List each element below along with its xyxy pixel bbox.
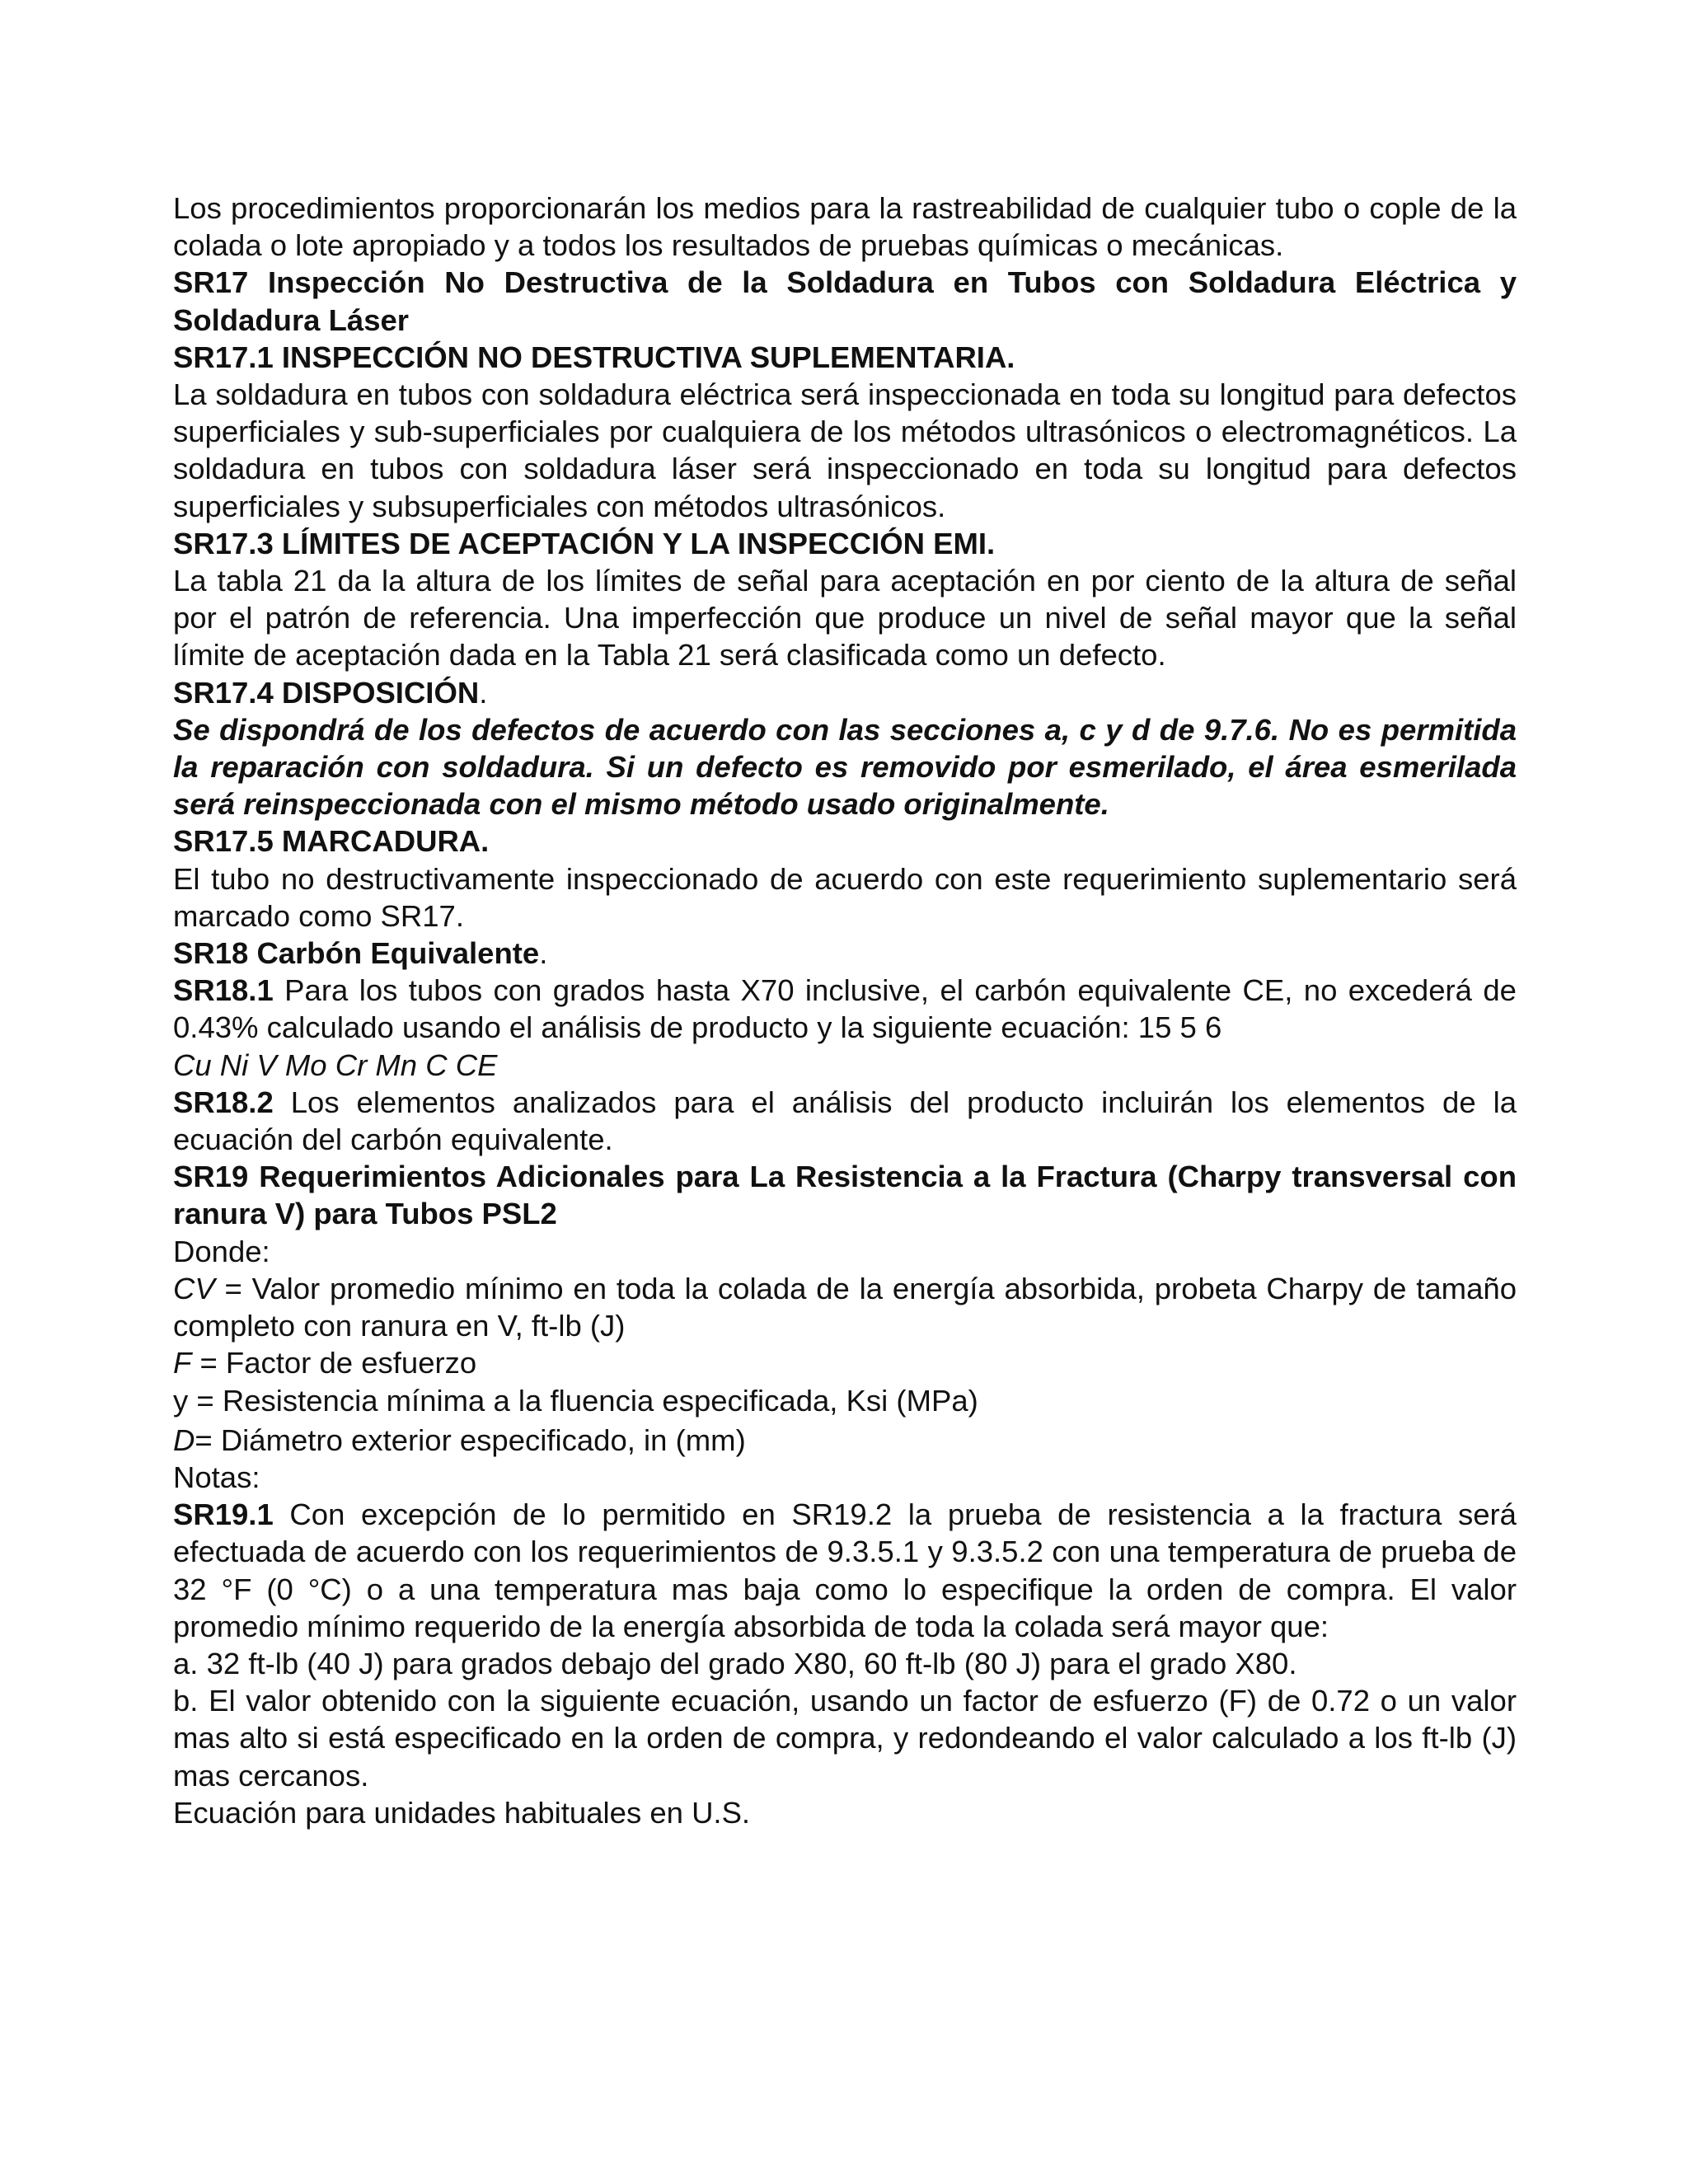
sy-text: y = Resistencia mínima a la fluencia especificada, Ksi (MPa) <box>173 1383 978 1418</box>
f-symbol: F <box>173 1346 192 1380</box>
cv-symbol: CV <box>173 1271 215 1305</box>
sr19-cv-definition <box>173 1270 1517 1344</box>
sr18-2-text: Los elementos analizados para el análisis del producto incluirán los elementos de la ecuación del carbón equivalente. <box>173 1085 1517 1157</box>
sr17-3-heading: SR17.3 LÍMITES DE ACEPTACIÓN Y LA INSPECCIÓN EMI. <box>173 526 996 560</box>
sr18-1-paragraph <box>173 972 1517 1046</box>
sr19-donde: Donde: <box>173 1234 270 1268</box>
sr19-d-definition <box>173 1422 1517 1459</box>
sr19-1-label: SR19.1 <box>173 1497 274 1532</box>
sr18-1-label: SR18.1 <box>173 973 274 1008</box>
sr19-f-definition <box>173 1344 1517 1381</box>
d-symbol: D <box>173 1422 195 1457</box>
sr17-1-heading: SR17.1 INSPECCIÓN NO DESTRUCTIVA SUPLEMENTARIA. <box>173 340 1015 374</box>
intro-paragraph: Los procedimientos proporcionarán los medios para la rastreabilidad de cualquier tubo o cople de la colada o lote apropiado y a todos los resultados de pruebas químicas o mecánicas. <box>173 191 1517 263</box>
f-text: = Factor de esfuerzo <box>191 1346 477 1380</box>
sr17-4-heading-line <box>173 674 1517 711</box>
sr18-1-text: Para los tubos con grados hasta X70 inclusive, el carbón equivalente CE, no excederá de 0.43% calculado usando el análisis de producto y la siguiente ecuación: 15 5 6 <box>173 973 1517 1045</box>
sr17-5-heading: SR17.5 MARCADURA. <box>173 824 490 859</box>
sr19-notas: Notas: <box>173 1460 260 1494</box>
document-page <box>173 190 1517 1831</box>
sr17-4-heading: SR17.4 DISPOSICIÓN <box>173 675 480 710</box>
sr18-heading-period: . <box>539 936 548 971</box>
sr17-4-heading-period: . <box>479 675 488 710</box>
sr18-2-paragraph <box>173 1084 1517 1158</box>
sr19-heading: SR19 Requerimientos Adicionales para La Resistencia a la Fractura (Charpy transversal con ranura V) para Tubos PSL2 <box>173 1160 1517 1231</box>
sr19-1-text: Con excepción de lo permitido en SR19.2 la prueba de resistencia a la fractura será efectuada de acuerdo con los requerimientos de 9.3.5.1 y 9.3.5.2 con una temperatura de prueba de 32 °F (0 °C) o a una temperatura mas baja como lo especifique la orden de compra. El valor promedio mínimo requerido de la energía absorbida de toda la colada será mayor que: <box>173 1497 1517 1643</box>
sr19-sy-definition <box>173 1382 1517 1422</box>
sr17-3-text: La tabla 21 da la altura de los límites de señal para aceptación en por ciento de la altura de señal por el patrón de referencia. Una imperfección que produce un nivel de señal mayor que la señal límite de aceptación dada en la Tabla 21 será clasificada como un defecto. <box>173 564 1517 673</box>
sr17-4-text: Se dispondrá de los defectos de acuerdo con las secciones a, c y d de 9.7.6. No es permitida la reparación con soldadura. Si un defecto es removido por esmerilado, el área esmerilada será reinspeccionada con el mismo método usado originalmente. <box>173 712 1517 822</box>
sr19-1-paragraph <box>173 1496 1517 1645</box>
sr17-5-text: El tubo no destructivamente inspeccionado de acuerdo con este requerimiento suplementario será marcado como SR17. <box>173 861 1517 933</box>
sr17-heading: SR17 Inspección No Destructiva de la Soldadura en Tubos con Soldadura Eléctrica y Soldadura Láser <box>173 265 1517 337</box>
sr18-heading: SR18 Carbón Equivalente <box>173 936 540 971</box>
d-text: = Diámetro exterior especificado, in (mm) <box>195 1422 746 1457</box>
cv-text: = Valor promedio mínimo en toda la colada de la energía absorbida, probeta Charpy de tamaño completo con ranura en V, ft-lb (J) <box>173 1271 1517 1343</box>
sr19-item-b: b. El valor obtenido con la siguiente ecuación, usando un factor de esfuerzo (F) de 0.72 o un valor mas alto si está especificado en la orden de compra, y redondeando el valor calculado a los ft-lb (J) mas cercanos. <box>173 1684 1517 1793</box>
sr17-1-text: La soldadura en tubos con soldadura eléctrica será inspeccionada en toda su longitud para defectos superficiales y sub-superficiales por cualquiera de los métodos ultrasónicos o electromagnéticos. La soldadura en tubos con soldadura láser será inspeccionado en toda su longitud para defectos superficiales y subsuperficiales con métodos ultrasónicos. <box>173 377 1517 523</box>
sr18-2-label: SR18.2 <box>173 1085 274 1119</box>
sr19-ecuacion: Ecuación para unidades habituales en U.S. <box>173 1795 751 1830</box>
sr18-heading-line <box>173 935 1517 972</box>
sr19-item-a: a. 32 ft-lb (40 J) para grados debajo del grado X80, 60 ft-lb (80 J) para el grado X80. <box>173 1646 1297 1680</box>
sr18-1-formula: Cu Ni V Mo Cr Mn C CE <box>173 1047 498 1082</box>
